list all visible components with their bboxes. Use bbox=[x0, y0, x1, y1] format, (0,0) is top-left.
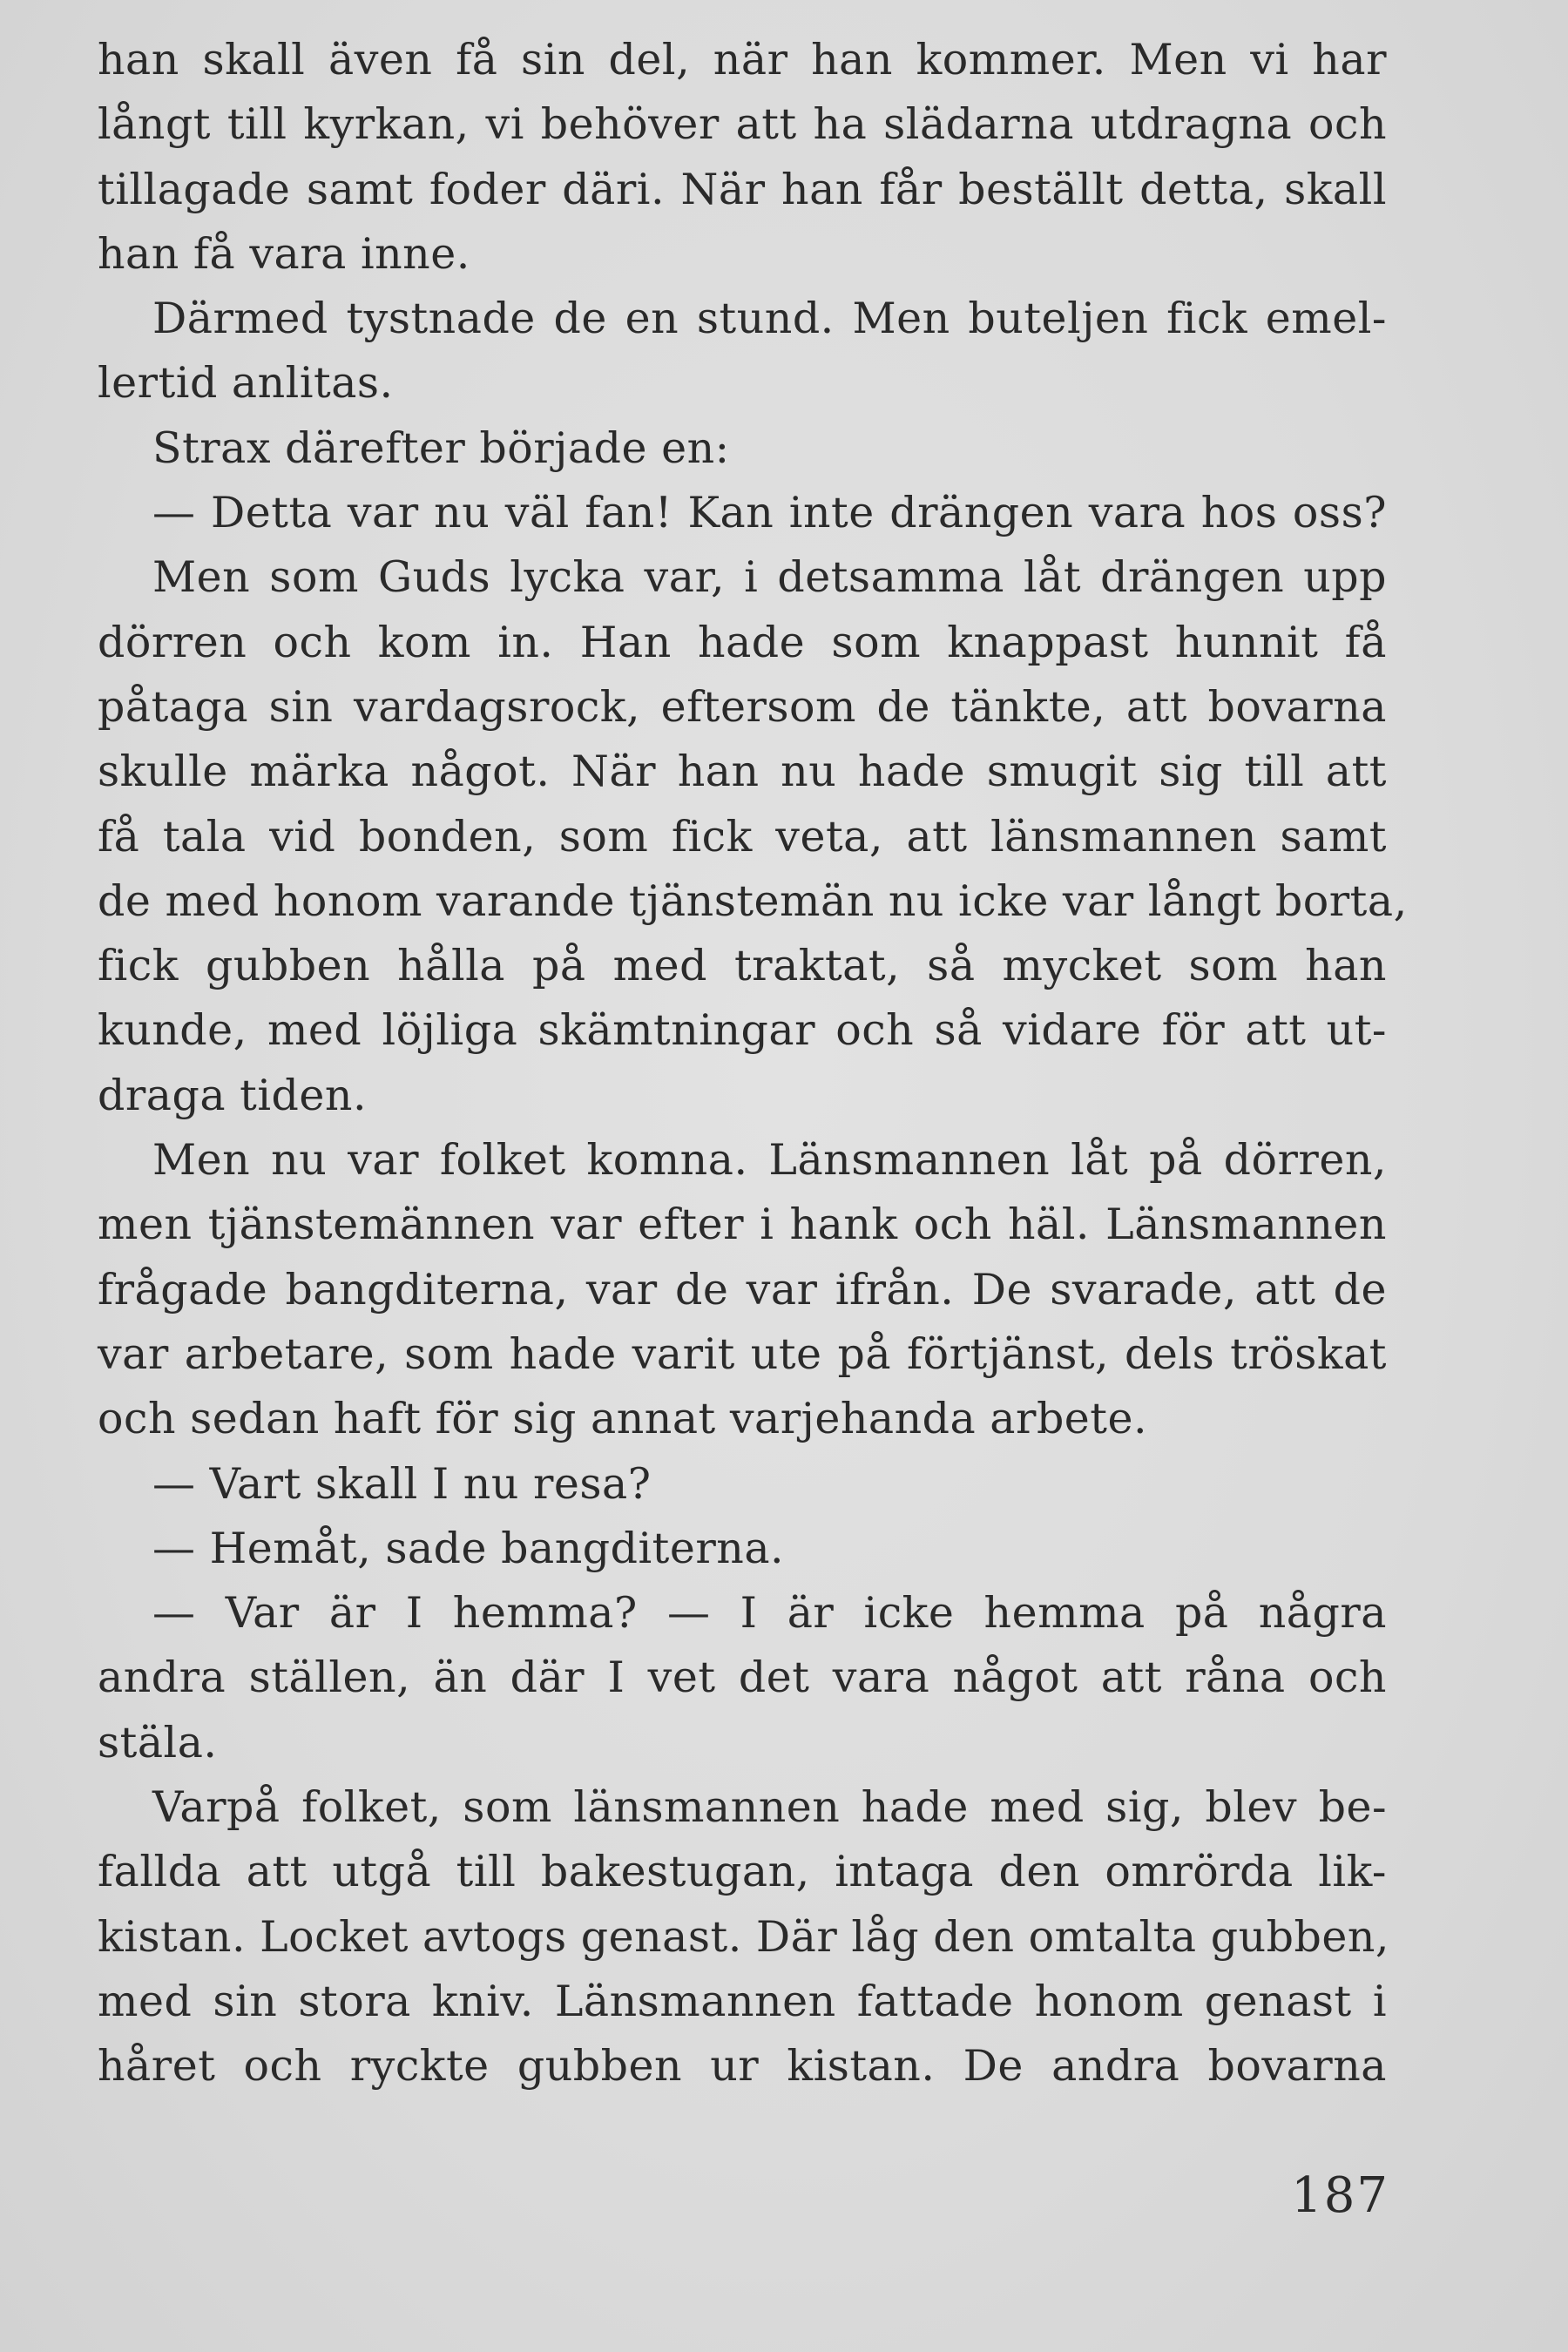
text-line: och sedan haft för sig annat varjehanda arbete. bbox=[98, 1394, 1148, 1444]
text-line: med sin stora kniv. Länsmannen fattade honom genast i bbox=[98, 1976, 1387, 2026]
text-line: få tala vid bonden, som fick veta, att länsmannen samt bbox=[98, 811, 1387, 862]
text-line: han skall även få sin del, när han kommer. Men vi har bbox=[98, 35, 1387, 84]
text-line: kunde, med löjliga skämtningar och så vidare för att ut- bbox=[98, 1005, 1387, 1056]
text-line: var arbetare, som hade varit ute på förtjänst, dels tröskat bbox=[98, 1328, 1387, 1379]
text-line: skulle märka något. När han nu hade smugit sig till att bbox=[98, 747, 1387, 797]
text-line: — Var är I hemma? — I är icke hemma på några bbox=[152, 1588, 1387, 1639]
text-line: — Hemåt, sade bangditerna. bbox=[152, 1523, 785, 1573]
text-line: — Detta var nu väl fan! Kan inte drängen vara hos oss? bbox=[152, 488, 1387, 538]
text-line: han få vara inne. bbox=[98, 228, 470, 279]
text-line: Men nu var folket komna. Länsmannen låt på dörren, bbox=[152, 1135, 1387, 1186]
text-line: draga tiden. bbox=[98, 1070, 368, 1120]
text-line: håret och ryckte gubben ur kistan. De andra bovarna bbox=[98, 2041, 1387, 2092]
text-line: stäla. bbox=[98, 1717, 218, 1767]
text-line: lertid anlitas. bbox=[98, 358, 394, 409]
text-line: Men som Guds lycka var, i detsamma låt drängen upp bbox=[152, 552, 1387, 603]
text-line: Därmed tystnade de en stund. Men buteljen fick emel- bbox=[152, 294, 1387, 344]
text-line: Varpå folket, som länsmannen hade med sig, blev be- bbox=[152, 1782, 1387, 1833]
text-line: frågade bangditerna, var de var ifrån. De svarade, att de bbox=[98, 1264, 1387, 1315]
page-number: 187 bbox=[1291, 2167, 1389, 2224]
text-line: fick gubben hålla på med traktat, så mycket som han bbox=[98, 941, 1387, 991]
text-line: men tjänstemännen var efter i hank och häl. Länsmannen bbox=[98, 1200, 1387, 1250]
text-line: andra ställen, än där I vet det vara något att råna och bbox=[98, 1652, 1387, 1703]
text-line: fallda att utgå till bakestugan, intaga den omrörda lik- bbox=[98, 1847, 1387, 1897]
text-line: långt till kyrkan, vi behöver att ha slädarna utdragna och bbox=[98, 99, 1387, 150]
text-line: kistan. Locket avtogs genast. Där låg den omtalta gubben, bbox=[98, 1911, 1389, 1962]
text-line: — Vart skall I nu resa? bbox=[152, 1458, 652, 1509]
text-line: dörren och kom in. Han hade som knappast hunnit få bbox=[98, 617, 1387, 667]
text-line: Strax därefter började en: bbox=[152, 422, 730, 473]
text-line: påtaga sin vardagsrock, eftersom de tänkte, att bovarna bbox=[98, 681, 1387, 732]
text-line: de med honom varande tjänstemän nu icke var långt borta, bbox=[98, 875, 1408, 926]
body-text bbox=[98, 28, 1408, 2099]
text-line: tillagade samt foder däri. När han får beställt detta, skall bbox=[98, 164, 1387, 214]
